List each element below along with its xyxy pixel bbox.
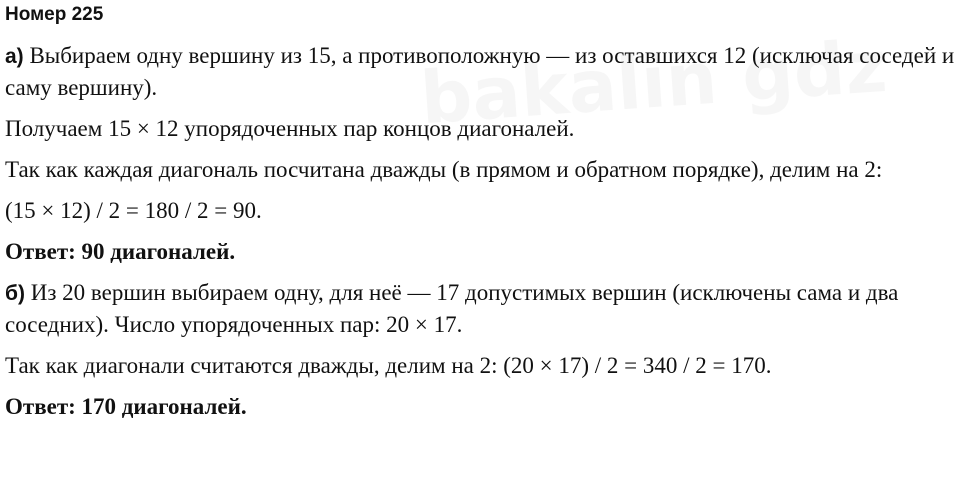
part-a-paragraph-2: Получаем 15 × 12 упорядоченных пар концов диагоналей. bbox=[5, 116, 575, 141]
part-b-label: б) bbox=[5, 282, 25, 305]
part-a-answer: Ответ: 90 диагоналей. bbox=[5, 239, 236, 264]
part-b-paragraph-2: Так как диагонали считаются дважды, делим на 2: (20 × 17) / 2 = 340 / 2 = 170. bbox=[5, 353, 772, 378]
part-b-answer: Ответ: 170 диагоналей. bbox=[5, 394, 247, 419]
part-b-paragraph-1 bbox=[5, 277, 955, 340]
part-b-text: Из 20 вершин выбираем одну, для неё — 17 допустимых вершин (исключены сама и два соседних). Число упорядоченных пар: 20 × 17. bbox=[5, 280, 899, 337]
page-title: Номер 225 bbox=[5, 4, 104, 25]
document-content bbox=[5, 0, 955, 432]
part-a-label: а) bbox=[5, 45, 24, 68]
part-a-paragraph-4: (15 × 12) / 2 = 180 / 2 = 90. bbox=[5, 198, 262, 223]
part-a-text: Выбираем одну вершину из 15, а противоположную — из оставшихся 12 (исключая соседей и саму вершину). bbox=[5, 43, 955, 100]
part-a-paragraph-3: Так как каждая диагональ посчитана дважды (в прямом и обратном порядке), делим на 2: bbox=[5, 157, 883, 182]
part-a-paragraph-1 bbox=[5, 40, 955, 103]
